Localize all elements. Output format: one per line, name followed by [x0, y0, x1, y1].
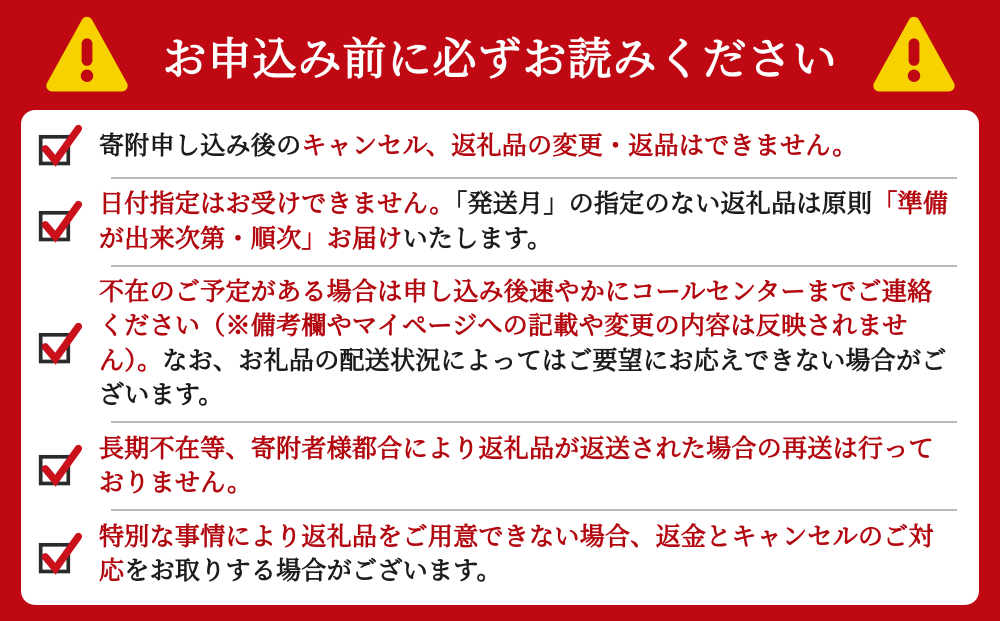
checkbox-checked-icon	[37, 444, 83, 488]
warning-triangle-icon	[45, 16, 129, 94]
notice-text-segment: キャンセル、返礼品の変更・返品はできません。	[301, 132, 858, 161]
notice-text-segment: 不在のご予定がある場合は申し込み後速やかにコールセンターまでご連絡ください（※備考欄やマイページへの記載や変更の内容は反映されません）。	[99, 277, 933, 375]
notice-item	[37, 267, 957, 421]
notice-text-segment: 「準備が出来次第・順次」お届け	[99, 190, 949, 253]
notice-item	[37, 116, 957, 176]
notice-text-segment: 日付指定はお受けできません。	[99, 190, 455, 219]
banner-header	[0, 0, 1000, 110]
notice-item	[37, 179, 957, 264]
notice-text-segment: 「発送月」の指定のない返礼品は原則	[454, 190, 873, 219]
notice-text-segment: をお取りする場合がございます。	[124, 557, 502, 586]
checkbox-checked-icon	[37, 322, 83, 366]
checkbox-checked-icon	[37, 200, 83, 244]
notice-text	[99, 129, 858, 164]
notice-panel	[21, 110, 979, 605]
warning-triangle-icon	[872, 16, 956, 94]
notice-text-segment: 寄附申し込み後の	[99, 132, 302, 161]
checkbox-checked-icon	[37, 124, 83, 168]
notice-text-segment: なお、お礼品の配送状況によってはご要望にお応えできない場合がございます。	[99, 346, 947, 410]
notice-list	[37, 116, 957, 597]
notice-text-segment: 長期不在等、寄附者様都合により返礼品が返送された場合の再送は行っておりません。	[99, 434, 934, 498]
notice-text	[99, 520, 957, 589]
notice-item	[37, 424, 957, 509]
notice-text-segment: 特別な事情により返礼品をご用意できない場合、返金とキャンセルのご対応	[99, 522, 934, 586]
notice-item	[37, 512, 957, 597]
checkbox-checked-icon	[37, 532, 83, 576]
notice-text	[99, 275, 957, 413]
notice-text	[99, 432, 957, 501]
notice-text	[99, 187, 957, 256]
banner-title: お申込み前に必ずお読みください	[162, 35, 838, 84]
notice-text-segment: いたします。	[402, 224, 553, 253]
